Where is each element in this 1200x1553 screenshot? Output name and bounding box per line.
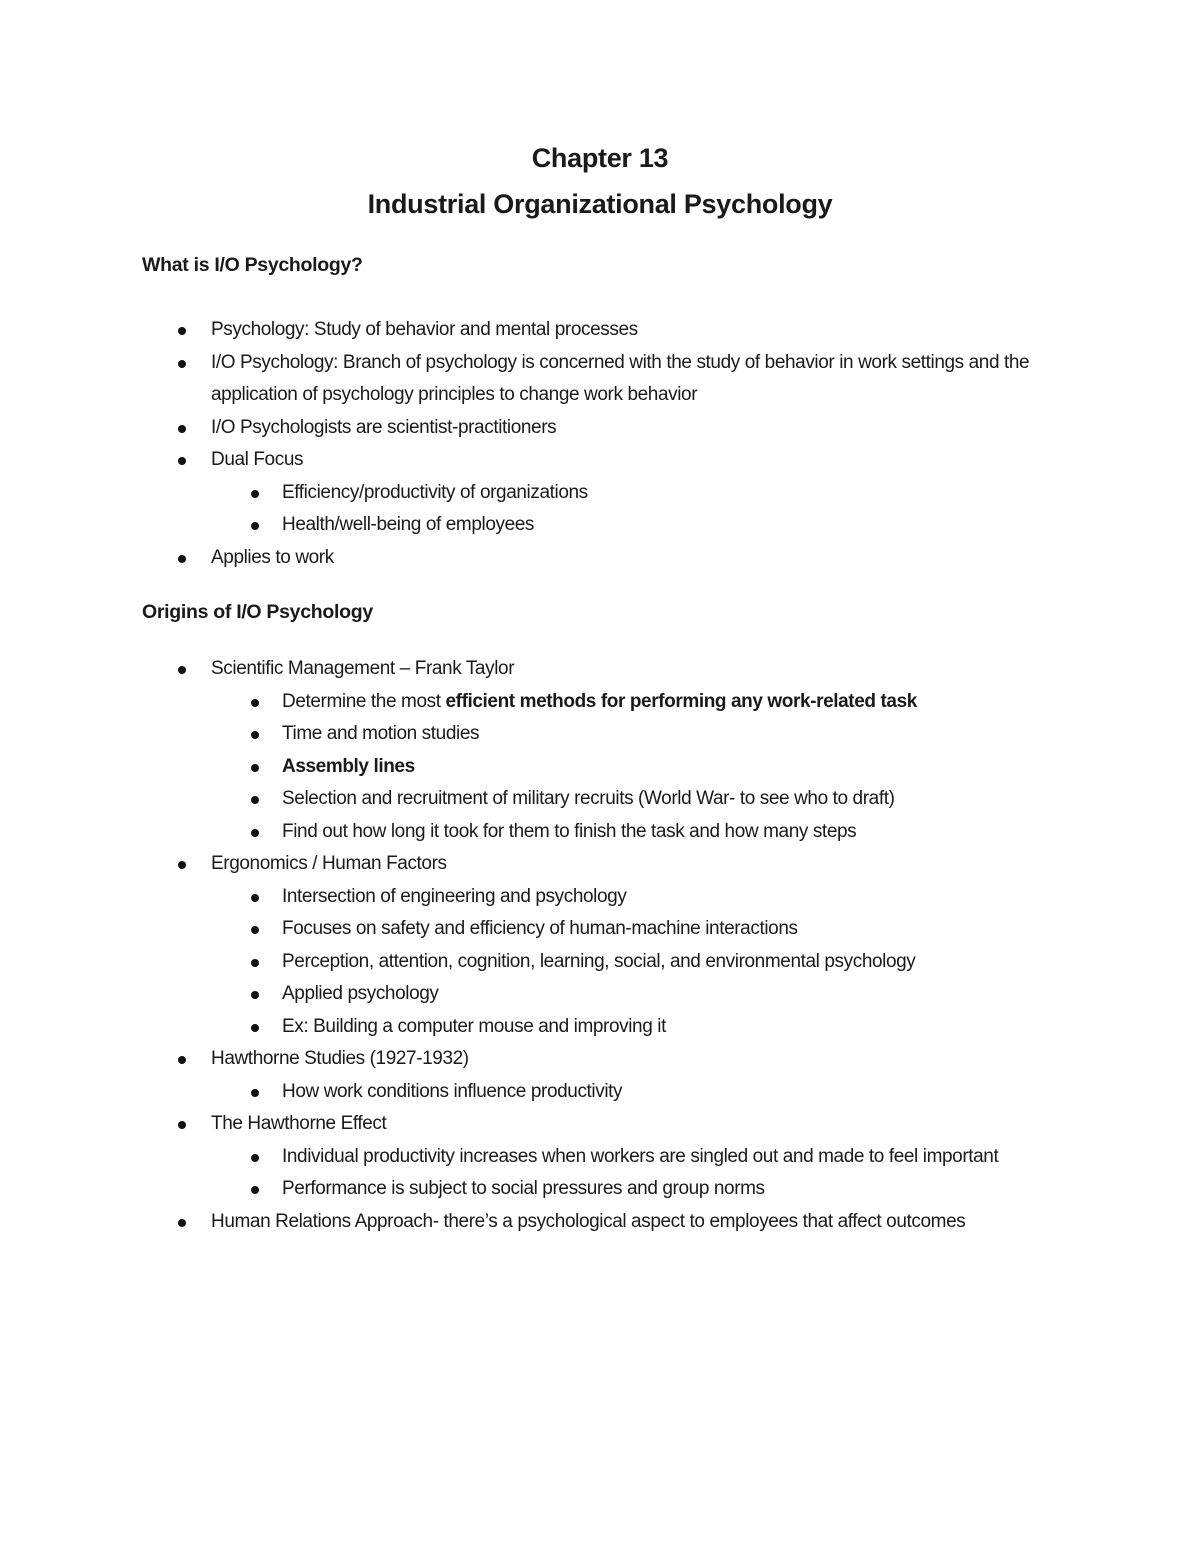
bullet-icon [251, 490, 259, 498]
list-item-text: Applies to work [211, 546, 334, 568]
list-item-text: Psychology: Study of behavior and mental processes [211, 319, 638, 340]
list-item-text: Applied psychology [282, 983, 439, 1004]
sub-list-item [0, 881, 1200, 914]
bullet-icon [251, 926, 259, 934]
bullet-icon [178, 1121, 186, 1129]
bullet-icon [251, 731, 259, 739]
bullet-icon [178, 555, 186, 563]
sub-list-item [0, 1076, 1200, 1109]
sub-list-item [0, 1173, 1200, 1206]
section2-list [0, 653, 1200, 1238]
sub-list-item [0, 477, 1200, 510]
bullet-icon [251, 796, 259, 804]
sub-list-item [0, 718, 1200, 751]
sub-list-item [0, 509, 1200, 542]
sub-list-item [0, 1011, 1200, 1044]
bullet-icon [178, 666, 186, 674]
bullet-icon [251, 699, 259, 707]
list-item [0, 653, 1200, 686]
bullet-icon [251, 764, 259, 772]
section-heading-what-is: What is I/O Psychology? [142, 254, 363, 276]
bullet-icon [178, 1056, 186, 1064]
list-item [0, 412, 1200, 445]
bullet-icon [251, 1154, 259, 1162]
list-item-text: Scientific Management – Frank Taylor [211, 658, 515, 679]
list-item [0, 314, 1200, 347]
bullet-icon [251, 1186, 259, 1194]
list-item-text: Hawthorne Studies (1927-1932) [211, 1048, 469, 1069]
bullet-icon [251, 959, 259, 967]
list-item-text: Selection and recruitment of military recruits (World War- to see who to draft) [282, 788, 895, 809]
sub-list-item [0, 913, 1200, 946]
list-item [0, 444, 1200, 477]
list-item-text: Efficiency/productivity of organizations [282, 481, 588, 503]
bullet-icon [178, 360, 186, 368]
list-item-text: Human Relations Approach- there’s a psychological aspect to employees that affect outcomes [211, 1210, 966, 1232]
list-item-bold-text: efficient methods for performing any work-related task [445, 690, 917, 712]
list-item-text: Dual Focus [211, 449, 304, 470]
list-item-text: Ergonomics / Human Factors [211, 853, 447, 874]
sub-list-item [0, 686, 1200, 719]
chapter-subtitle: Industrial Organizational Psychology [367, 189, 833, 219]
list-item-text: The Hawthorne Effect [211, 1113, 387, 1134]
sub-list-item [0, 751, 1200, 784]
chapter-title: Chapter 13 [531, 143, 669, 173]
bullet-icon [178, 861, 186, 869]
list-item-text: I/O Psychology: Branch of psychology is concerned with the study of behavior in work settings and the application of psychology principles to change work behavior [211, 351, 1030, 405]
list-item-text: Time and motion studies [282, 723, 480, 744]
list-item [0, 347, 1200, 412]
list-item-text: How work conditions influence productivity [282, 1080, 623, 1102]
list-item-text: Find out how long it took for them to finish the task and how many steps [282, 820, 857, 842]
sub-list-item [0, 978, 1200, 1011]
list-item [0, 1206, 1200, 1239]
list-item-text: Focuses on safety and efficiency of human-machine interactions [282, 918, 798, 939]
list-item [0, 1108, 1200, 1141]
bullet-icon [251, 894, 259, 902]
list-item-text: Perception, attention, cognition, learning, social, and environmental psychology [282, 950, 916, 972]
list-item-text: Ex: Building a computer mouse and improving it [282, 1015, 666, 1037]
bullet-icon [178, 327, 186, 335]
sub-list-item [0, 946, 1200, 979]
bullet-icon [178, 457, 186, 465]
sub-list-item [0, 816, 1200, 849]
section-heading-origins: Origins of I/O Psychology [142, 601, 373, 623]
bullet-icon [178, 425, 186, 433]
list-item [0, 1043, 1200, 1076]
bullet-icon [251, 991, 259, 999]
bullet-icon [251, 1089, 259, 1097]
list-item-text: Health/well-being of employees [282, 514, 535, 535]
list-item-text: I/O Psychologists are scientist-practitioners [211, 416, 557, 438]
list-item-text: Performance is subject to social pressures and group norms [282, 1178, 765, 1199]
list-item-text: Individual productivity increases when workers are singled out and made to feel important [282, 1145, 999, 1167]
bullet-icon [251, 522, 259, 530]
list-item-text: Intersection of engineering and psychology [282, 885, 627, 907]
list-item-text: Determine the most [282, 690, 446, 712]
list-item [0, 542, 1200, 575]
sub-list-item [0, 1141, 1200, 1174]
section1-list [0, 314, 1200, 574]
bullet-icon [178, 1219, 186, 1227]
bullet-icon [251, 829, 259, 837]
list-item-bold-text: Assembly lines [282, 755, 415, 777]
bullet-icon [251, 1024, 259, 1032]
list-item [0, 848, 1200, 881]
sub-list-item [0, 783, 1200, 816]
